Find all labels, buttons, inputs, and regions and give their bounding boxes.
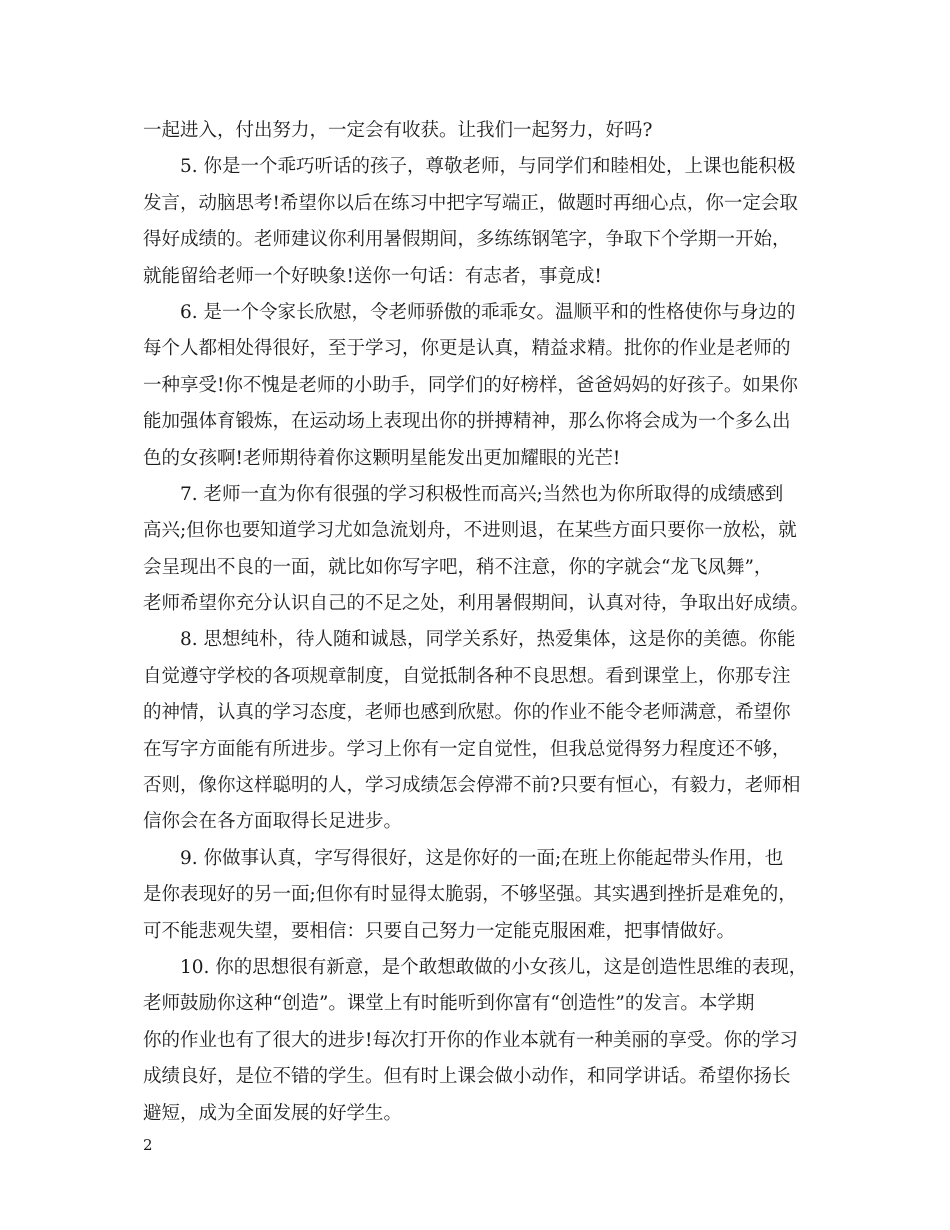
- text-line: 色的女孩啊!老师期待着你这颗明星能发出更加耀眼的光芒!: [143, 447, 621, 469]
- page-number: 2: [143, 1136, 153, 1154]
- text-line: 发言，动脑思考!希望你以后在练习中把字写端正，做题时再细心点，你一定会取: [143, 192, 798, 214]
- text-line: 会呈现出不良的一面，就比如你写字吧，稍不注意，你的字就会“龙飞凤舞”，: [143, 556, 773, 578]
- text-line: 可不能悲观失望，要相信：只要自己努力一定能克服困难，把事情做好。: [143, 920, 736, 942]
- paragraph-start-line: 9. 你做事认真，字写得很好，这是你好的一面;在班上你能起带头作用，也: [180, 847, 784, 869]
- text-line: 每个人都相处得很好，至于学习，你更是认真，精益求精。批你的作业是老师的: [143, 338, 791, 360]
- text-line: 能加强体育锻炼，在运动场上表现出你的拼搏精神，那么你将会成为一个多么出: [143, 411, 791, 433]
- text-line: 自觉遵守学校的各项规章制度，自觉抵制各种不良思想。看到课堂上，你那专注: [143, 665, 791, 687]
- text-line: 成绩良好，是位不错的学生。但有时上课会做小动作，和同学讲话。希望你扬长: [143, 1066, 791, 1088]
- paragraph-start-line: 10. 你的思想很有新意，是个敢想敢做的小女孩儿，这是创造性思维的表现，: [180, 956, 808, 978]
- text-line: 信你会在各方面取得长足进步。: [143, 811, 403, 833]
- text-line: 避短，成为全面发展的好学生。: [143, 1102, 403, 1124]
- text-line: 一起进入，付出努力，一定会有收获。让我们一起努力，好吗?: [143, 120, 653, 141]
- text-line: 高兴;但你也要知道学习尤如急流划舟，不进则退，在某些方面只要你一放松，就: [143, 520, 797, 542]
- paragraph-start-line: 5. 你是一个乖巧听话的孩子，尊敬老师，与同学们和睦相处，上课也能积极: [180, 156, 796, 178]
- text-line: 就能留给老师一个好映象!送你一句话：有志者，事竟成!: [143, 265, 602, 287]
- text-line: 老师希望你充分认识自己的不足之处，利用暑假期间，认真对待，争取出好成绩。: [143, 593, 810, 615]
- text-line: 在写字方面能有所进步。学习上你有一定自觉性，但我总觉得努力程度还不够，: [143, 738, 791, 760]
- text-line: 你的作业也有了很大的进步!每次打开你的作业本就有一种美丽的享受。你的学习: [143, 1029, 798, 1051]
- paragraph-start-line: 7. 老师一直为你有很强的学习积极性而高兴;当然也为你所取得的成绩感到: [180, 483, 784, 505]
- text-line: 否则，像你这样聪明的人，学习成绩怎会停滞不前?只要有恒心，有毅力，老师相: [143, 775, 801, 797]
- text-line: 得好成绩的。老师建议你利用暑假期间，多练练钢笔字，争取下个学期一开始，: [143, 229, 791, 251]
- text-line: 老师鼓励你这种“创造”。课堂上有时能听到你富有“创造性”的发言。本学期: [143, 993, 755, 1015]
- text-line: 一种享受!你不愧是老师的小助手，同学们的好榜样，爸爸妈妈的好孩子。如果你: [143, 374, 798, 396]
- paragraph-start-line: 6. 是一个令家长欣慰，令老师骄傲的乖乖女。温顺平和的性格使你与身边的: [180, 301, 796, 323]
- text-line: 的神情，认真的学习态度，老师也感到欣慰。你的作业不能令老师满意，希望你: [143, 702, 791, 724]
- document-body: [143, 113, 810, 1132]
- text-line: 是你表现好的另一面;但你有时显得太脆弱，不够坚强。其实遇到挫折是难免的，: [143, 884, 797, 906]
- paragraph-start-line: 8. 思想纯朴，待人随和诚恳，同学关系好，热爱集体，这是你的美德。你能: [180, 629, 796, 651]
